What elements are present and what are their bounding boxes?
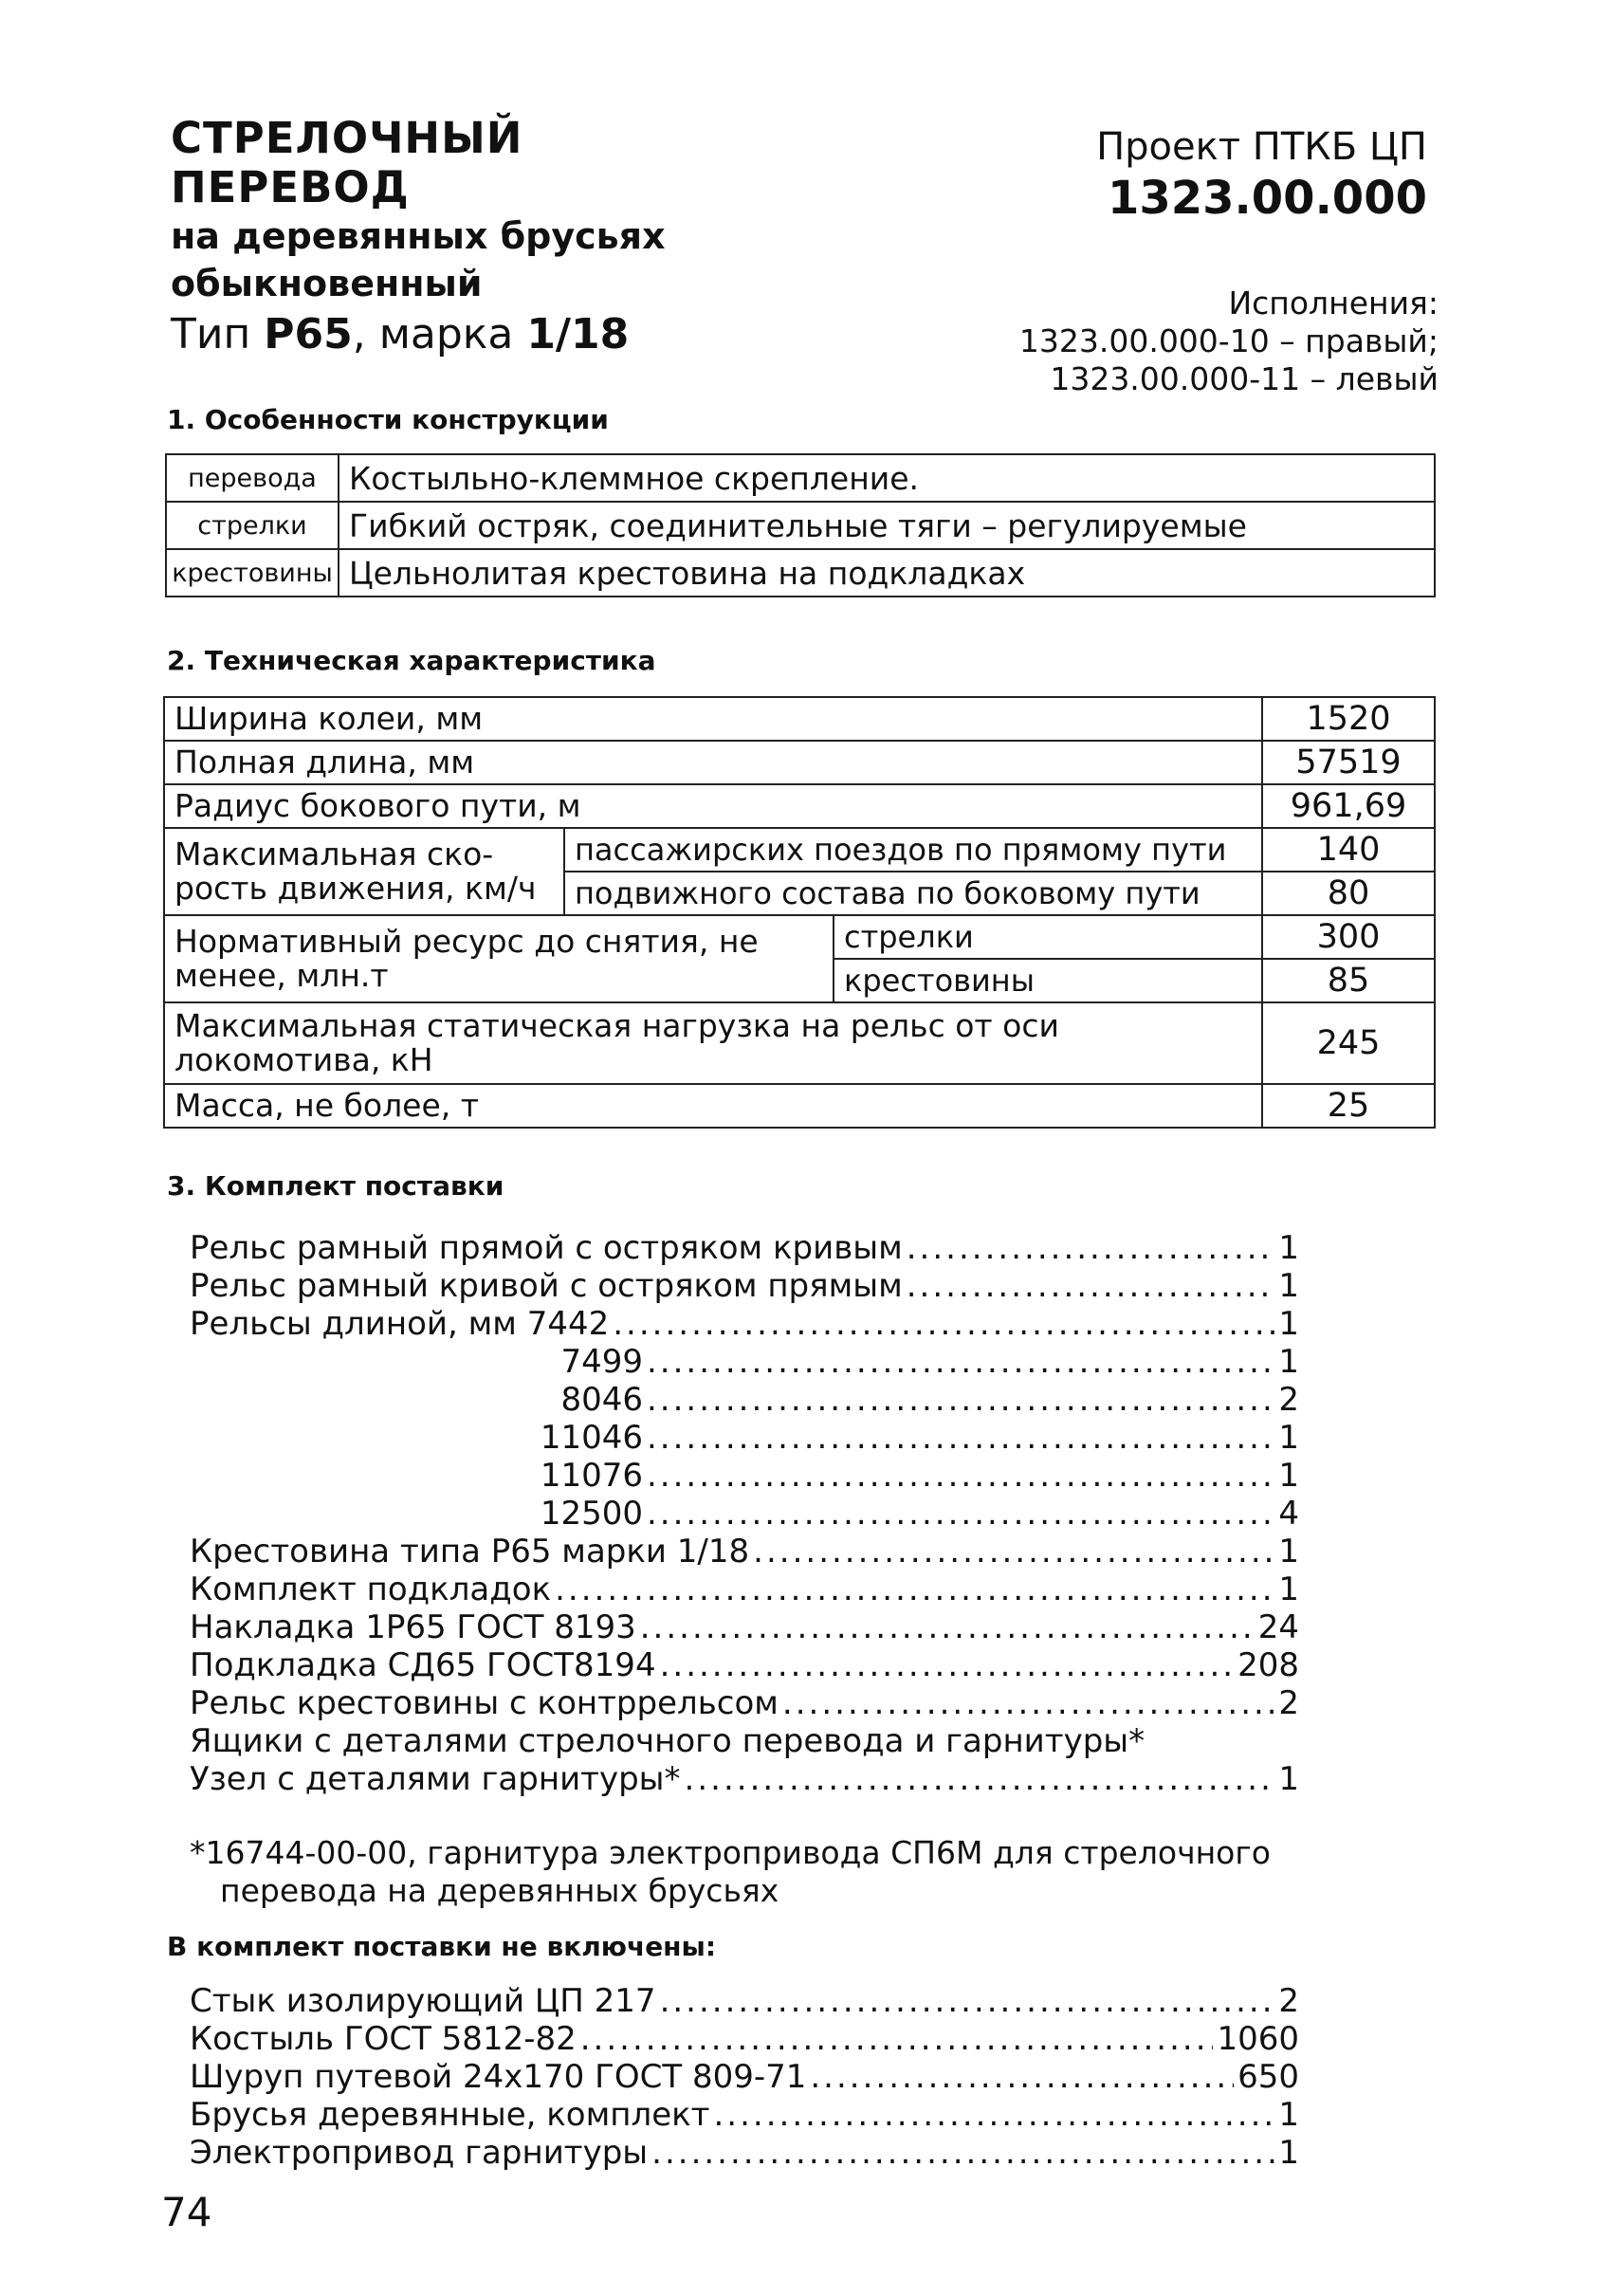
list-item xyxy=(190,1495,1299,1533)
item-qty: 1 xyxy=(1278,1457,1299,1495)
item-qty: 1060 xyxy=(1217,2020,1299,2058)
table-row xyxy=(166,502,1435,549)
title-line-1: СТРЕЛОЧНЫЙ ПЕРЕВОД xyxy=(171,113,523,212)
execution-left: 1323.00.000-11 – левый xyxy=(1050,360,1439,397)
load-value: 245 xyxy=(1262,1002,1435,1084)
speed-side-value: 80 xyxy=(1262,872,1435,915)
gauge-value: 1520 xyxy=(1262,697,1435,741)
leader-dots xyxy=(713,2096,1274,2134)
speed-straight-label: пассажирских поездов по прямому пути xyxy=(564,828,1262,872)
not-included-list xyxy=(190,1982,1299,2172)
item-qty: 1 xyxy=(1278,1570,1299,1608)
item-label: 11076 xyxy=(540,1457,643,1495)
item-label: 12500 xyxy=(540,1495,643,1533)
feature-text: Гибкий остряк, соединительные тяги – регулируемые xyxy=(339,502,1435,549)
speed-straight-value: 140 xyxy=(1262,828,1435,872)
feature-text: Костыльно-клеммное скрепление. xyxy=(339,454,1435,502)
feature-label: крестовины xyxy=(166,549,339,597)
resource-label: Нормативный ресурс до снятия, не менее, млн.т xyxy=(164,915,834,1002)
item-qty: 1 xyxy=(1278,2096,1299,2134)
resource-switch-label: стрелки xyxy=(834,915,1262,959)
item-qty: 1 xyxy=(1278,1419,1299,1457)
item-qty: 1 xyxy=(1278,2134,1299,2172)
leader-dots xyxy=(782,1684,1274,1722)
list-item xyxy=(190,2096,1299,2134)
table-row xyxy=(164,915,1435,959)
item-label: Подкладка СД65 ГОСТ8194 xyxy=(190,1646,656,1684)
list-item xyxy=(190,1570,1299,1608)
page-number: 74 xyxy=(161,2189,212,2235)
leader-dots xyxy=(810,2058,1234,2096)
section-3-title: 3. Комплект поставки xyxy=(167,1170,504,1202)
leader-dots xyxy=(660,1646,1235,1684)
item-qty: 650 xyxy=(1237,2058,1299,2096)
title-line-2: на деревянных брусьях xyxy=(171,215,666,257)
list-item xyxy=(190,1381,1299,1419)
resource-frog-label: крестовины xyxy=(834,959,1262,1002)
leader-dots xyxy=(613,1305,1274,1343)
list-item xyxy=(190,2134,1299,2172)
radius-label: Радиус бокового пути, м xyxy=(164,784,1262,828)
table-row xyxy=(164,784,1435,828)
mark-value: 1/18 xyxy=(526,310,630,358)
feature-label: перевода xyxy=(166,454,339,502)
speed-side-label: подвижного состава по боковому пути xyxy=(564,872,1262,915)
item-label: Накладка 1Р65 ГОСТ 8193 xyxy=(190,1608,636,1646)
item-label: 8046 xyxy=(560,1381,643,1419)
table-row xyxy=(164,1002,1435,1084)
table-row xyxy=(164,828,1435,872)
leader-dots xyxy=(640,1608,1255,1646)
project-block xyxy=(934,123,1427,226)
features-table xyxy=(165,453,1436,597)
list-item xyxy=(190,1457,1299,1495)
leader-dots xyxy=(647,1457,1274,1495)
execution-right: 1323.00.000-10 – правый; xyxy=(1018,322,1439,359)
mass-value: 25 xyxy=(1262,1084,1435,1128)
leader-dots xyxy=(647,1343,1274,1381)
item-label: Брусья деревянные, комплект xyxy=(190,2096,710,2134)
mass-label: Масса, не более, т xyxy=(164,1084,1262,1128)
leader-dots xyxy=(651,2134,1274,2172)
type-prefix: Тип xyxy=(171,310,265,358)
item-label: Электропривод гарнитуры xyxy=(190,2134,649,2172)
item-label: Комплект подкладок xyxy=(190,1570,552,1608)
section-2-title: 2. Техническая характеристика xyxy=(167,645,656,676)
leader-dots xyxy=(907,1229,1275,1267)
item-label: Шуруп путевой 24х170 ГОСТ 809-71 xyxy=(190,2058,807,2096)
list-item xyxy=(190,1267,1299,1305)
leader-dots xyxy=(685,1760,1275,1798)
list-item xyxy=(190,1982,1299,2020)
list-item xyxy=(190,2020,1299,2058)
leader-dots xyxy=(907,1267,1275,1305)
list-item xyxy=(190,1722,1299,1760)
footnote-line-1: *16744-00-00, гарнитура электропривода СП6М для стрелочного xyxy=(190,1834,1271,1871)
list-item xyxy=(190,1419,1299,1457)
feature-text: Цельнолитая крестовина на подкладках xyxy=(339,549,1435,597)
leader-dots xyxy=(555,1570,1274,1608)
item-qty: 1 xyxy=(1278,1305,1299,1343)
table-row xyxy=(166,454,1435,502)
item-label: Рельсы длиной, мм 7442 xyxy=(190,1305,610,1343)
table-row xyxy=(164,741,1435,784)
list-item xyxy=(190,1229,1299,1267)
item-label: Ящики с деталями стрелочного перевода и гарнитуры* xyxy=(190,1722,1146,1760)
item-label: Костыль ГОСТ 5812-82 xyxy=(190,2020,577,2058)
item-qty: 24 xyxy=(1257,1608,1299,1646)
list-item xyxy=(190,1608,1299,1646)
list-item xyxy=(190,1343,1299,1381)
item-label: Рельс рамный кривой с остряком прямым xyxy=(190,1267,903,1305)
tech-spec-table xyxy=(163,696,1436,1129)
list-item xyxy=(190,1760,1299,1798)
executions-heading: Исполнения: xyxy=(1228,285,1439,321)
project-number: 1323.00.000 xyxy=(1107,172,1427,225)
leader-dots xyxy=(660,1982,1275,2020)
leader-dots xyxy=(753,1533,1274,1570)
item-qty: 1 xyxy=(1278,1267,1299,1305)
item-qty: 2 xyxy=(1278,1684,1299,1722)
leader-dots xyxy=(647,1495,1274,1533)
leader-dots xyxy=(647,1381,1274,1419)
length-label: Полная длина, мм xyxy=(164,741,1262,784)
item-qty: 4 xyxy=(1278,1495,1299,1533)
item-label: Рельс крестовины с контррельсом xyxy=(190,1684,779,1722)
item-label: Стык изолирующий ЦП 217 xyxy=(190,1982,656,2020)
item-label: Крестовина типа Р65 марки 1/18 xyxy=(190,1533,750,1570)
item-label: 7499 xyxy=(560,1343,643,1381)
item-qty: 1 xyxy=(1278,1229,1299,1267)
list-item xyxy=(190,1684,1299,1722)
delivery-list xyxy=(190,1229,1299,1798)
list-item xyxy=(190,2058,1299,2096)
item-qty: 1 xyxy=(1278,1533,1299,1570)
section-1-title: 1. Особенности конструкции xyxy=(167,404,609,435)
not-included-title: В комплект поставки не включены: xyxy=(167,1931,717,1962)
table-row xyxy=(164,697,1435,741)
load-label: Максимальная статическая нагрузка на рельс от оси локомотива, кН xyxy=(164,1002,1262,1084)
item-label: 11046 xyxy=(540,1419,643,1457)
speed-label: Максимальная ско-рость движения, км/ч xyxy=(164,828,564,915)
item-qty: 2 xyxy=(1278,1982,1299,2020)
title-line-3: обыкновенный xyxy=(171,263,483,304)
item-label: Рельс рамный прямой с остряком кривым xyxy=(190,1229,903,1267)
item-qty: 1 xyxy=(1278,1343,1299,1381)
project-label: Проект ПТКБ ЦП xyxy=(1096,125,1427,169)
executions-block xyxy=(870,285,1439,398)
footnote-line-2: перевода на деревянных брусьях xyxy=(220,1872,779,1909)
item-qty: 208 xyxy=(1237,1646,1299,1684)
table-row xyxy=(166,549,1435,597)
table-row xyxy=(164,1084,1435,1128)
feature-label: стрелки xyxy=(166,502,339,549)
type-mark-line xyxy=(171,307,759,362)
item-label: Узел с деталями гарнитуры* xyxy=(190,1760,681,1798)
list-item xyxy=(190,1533,1299,1570)
resource-frog-value: 85 xyxy=(1262,959,1435,1002)
item-qty: 1 xyxy=(1278,1760,1299,1798)
mark-prefix: , марка xyxy=(352,310,527,358)
length-value: 57519 xyxy=(1262,741,1435,784)
footnote xyxy=(190,1834,1384,1910)
type-value: Р65 xyxy=(264,310,353,358)
title-block xyxy=(171,114,759,362)
list-item xyxy=(190,1646,1299,1684)
list-item xyxy=(190,1305,1299,1343)
leader-dots xyxy=(647,1419,1274,1457)
item-qty: 2 xyxy=(1278,1381,1299,1419)
resource-switch-value: 300 xyxy=(1262,915,1435,959)
radius-value: 961,69 xyxy=(1262,784,1435,828)
leader-dots xyxy=(580,2020,1214,2058)
gauge-label: Ширина колеи, мм xyxy=(164,697,1262,741)
